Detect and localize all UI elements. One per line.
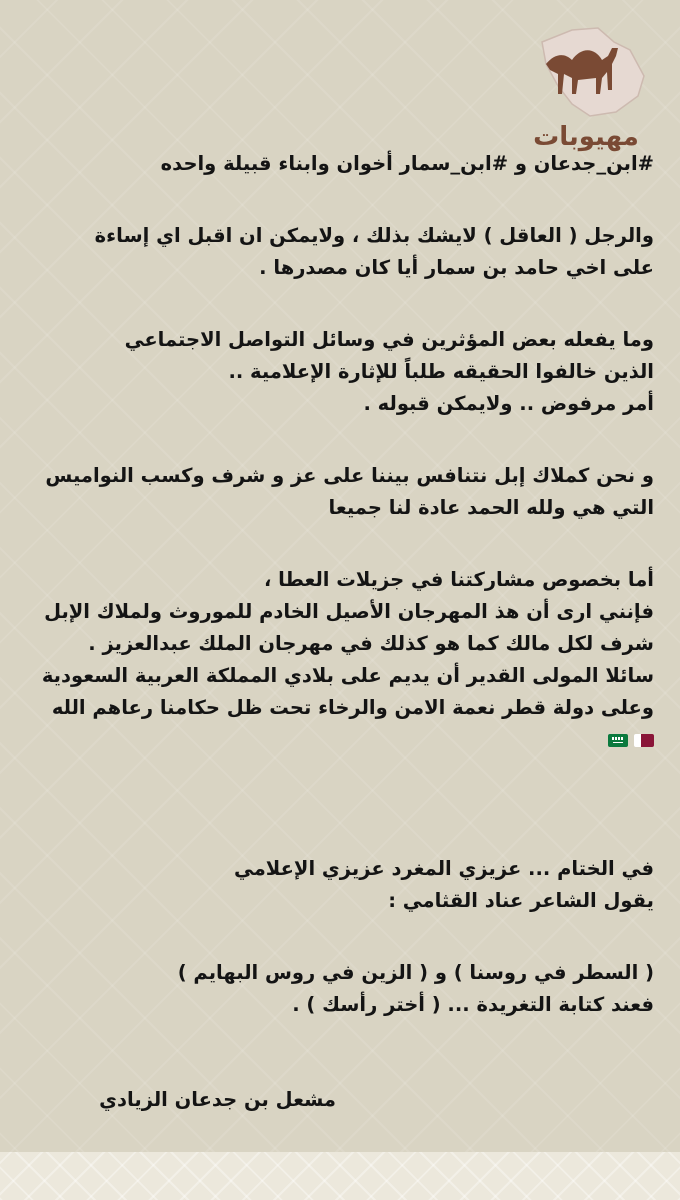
text-line: وعلى دولة قطر نعمة الامن والرخاء تحت ظل حكامنا رعاهم الله — [51, 696, 654, 719]
text-line: أما بخصوص مشاركتنا في جزيلات العطا ، — [263, 568, 654, 591]
post-body — [28, 148, 654, 1116]
camel-map-logo-icon — [528, 20, 648, 120]
text-line: فإنني ارى أن هذ المهرجان الأصيل الخادم للموروث ولملاك الإبل — [44, 600, 654, 623]
text-line: يقول الشاعر عناد القثامي : — [388, 889, 654, 912]
text-line: سائلا المولى القدير أن يديم على بلادي المملكة العربية السعودية — [41, 664, 654, 687]
text-line: في الختام ... عزيزي المغرد عزيزي الإعلامي — [234, 857, 654, 880]
saudi-flag-icon — [608, 734, 628, 747]
text-line: ( السطر في روسنا ) و ( الزين في روس البهايم ) — [177, 961, 654, 984]
text-line: فعند كتابة التغريدة ... ( أختر رأسك ) . — [292, 993, 654, 1016]
text-line: الذين خالفوا الحقيقه طلباً للإثارة الإعلامية .. — [228, 360, 654, 383]
text-line: التي هي ولله الحمد عادة لنا جميعا — [328, 496, 654, 519]
bottom-pattern-band — [0, 1152, 680, 1200]
text-line: وما يفعله بعض المؤثرين في وسائل التواصل الاجتماعي — [124, 328, 654, 351]
brand-logo — [524, 20, 654, 160]
author-signature: مشعل بن جدعان الزيادي — [99, 1088, 336, 1111]
text-line: و نحن كملاك إبل نتنافس بيننا على عز و شرف وكسب النواميس — [45, 464, 654, 487]
text-line: أمر مرفوض .. ولايمكن قبوله . — [363, 392, 654, 415]
flags-row — [28, 724, 654, 756]
text-line: والرجل ( العاقل ) لايشك بذلك ، ولايمكن ان اقبل اي إساءة — [94, 224, 654, 247]
hashtag-line: #ابن_جدعان و #ابن_سمار أخوان وابناء قبيلة واحده — [160, 152, 654, 175]
qatar-flag-icon — [634, 734, 654, 747]
text-line: شرف لكل مالك كما هو كذلك في مهرجان الملك عبدالعزيز . — [88, 632, 654, 655]
brand-name: مهيوبات — [533, 122, 639, 152]
text-line: على اخي حامد بن سمار أيا كان مصدرها . — [259, 256, 654, 279]
